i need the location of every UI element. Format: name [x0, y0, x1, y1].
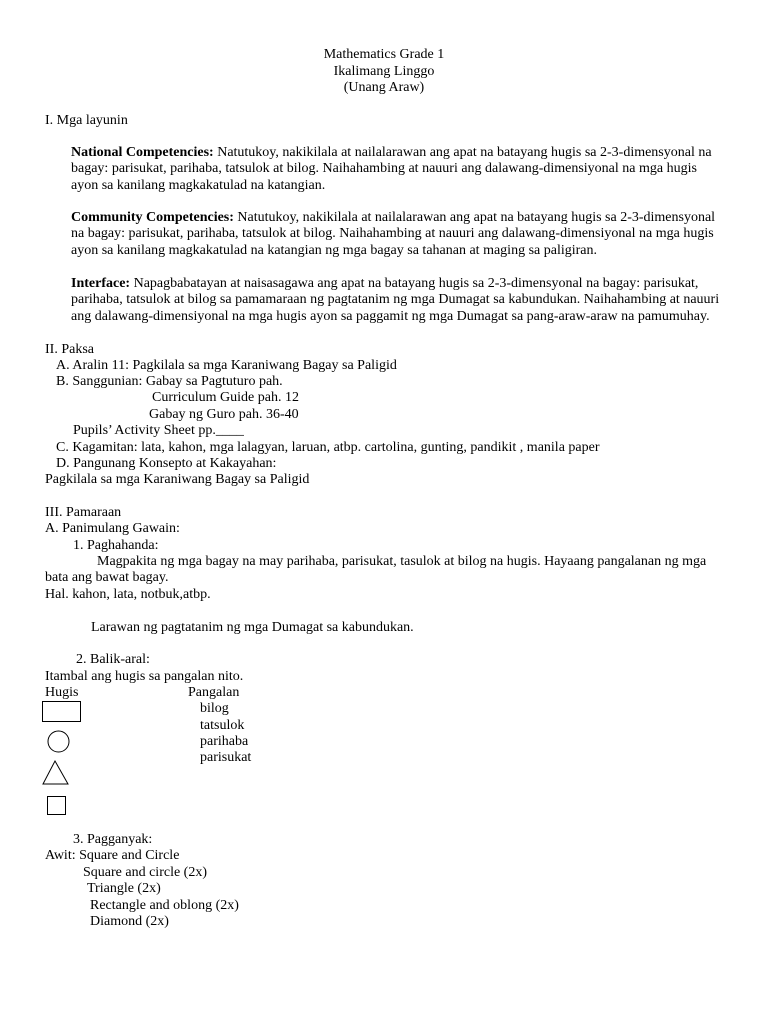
- interface-text: Napagbabatayan at naisasagawa ang apat na batayang hugis sa 2-3-dimensyonal na bagay: parisukat, parihaba, tatsulok at bilog sa pamamaraan ng pagtatanim ng mga Dumagat sa kabundukan. Naihahambing at nauuri ang dalawang-dimensiyonal na mga hugis ayon sa paggamit ng mga Dumagat sa pang-araw-araw na pamumuhay.: [71, 276, 720, 324]
- paksa-d: D. Pangunang Konsepto at Kakayahan:: [56, 456, 277, 471]
- triangle-shape: [41, 759, 71, 787]
- picture-note: Larawan ng pagtatanim ng mga Dumagat sa kabundukan.: [91, 620, 414, 635]
- interface-label: Interface:: [71, 276, 131, 291]
- paghahanda-text-2: bata ang bawat bagay.: [45, 570, 169, 585]
- doc-week: Ikalimang Linggo: [333, 64, 435, 79]
- name-bilog: bilog: [200, 701, 229, 716]
- balik-aral-instruction: Itambal ang hugis sa pangalan nito.: [45, 669, 244, 684]
- paksa-b: B. Sanggunian: Gabay sa Pagtuturo pah.: [56, 374, 283, 389]
- paksa-b-curriculum: Curriculum Guide pah. 12: [152, 390, 299, 405]
- paghahanda-text-1: Magpakita ng mga bagay na may parihaba, parisukat, tasulok at bilog na hugis. Hayaang pangalanan ng mga: [97, 554, 707, 569]
- pamaraan-heading: III. Pamaraan: [45, 505, 122, 520]
- paksa-d-text: Pagkilala sa mga Karaniwang Bagay sa Paligid: [45, 472, 310, 487]
- song-title: Awit: Square and Circle: [45, 848, 180, 863]
- step-paghahanda: 1. Paghahanda:: [73, 538, 159, 553]
- pamaraan-a: A. Panimulang Gawain:: [45, 521, 180, 536]
- paksa-a: A. Aralin 11: Pagkilala sa mga Karaniwang Bagay sa Paligid: [56, 358, 397, 373]
- circle-shape: [46, 729, 72, 755]
- column-hugis: Hugis: [45, 685, 79, 700]
- rectangle-shape: [41, 700, 83, 724]
- song-line-4: Diamond (2x): [90, 914, 169, 929]
- paksa-c: C. Kagamitan: lata, kahon, mga lalagyan, laruan, atbp. cartolina, gunting, pandikit , manila paper: [56, 440, 600, 455]
- doc-title: Mathematics Grade 1: [323, 47, 445, 62]
- song-line-2: Triangle (2x): [87, 881, 161, 896]
- national-competencies: [71, 145, 726, 194]
- step-balik-aral: 2. Balik-aral:: [76, 652, 150, 667]
- objectives-heading: I. Mga layunin: [45, 113, 128, 128]
- paksa-b-gabay: Gabay ng Guro pah. 36-40: [149, 407, 299, 422]
- song-line-3: Rectangle and oblong (2x): [90, 898, 239, 913]
- national-text: Natutukoy, nakikilala at nailalarawan ang apat na batayang hugis sa 2-3-dimensyonal na bagay: parisukat, parihaba, tatsulok at bilog. Naihahambing at nauuri ang dalawang-dimensiyonal na mga hugis ayon sa kanilang magkakatulad na katangian.: [71, 145, 712, 193]
- name-tatsulok: tatsulok: [200, 718, 245, 733]
- paksa-b-pupils: Pupils’ Activity Sheet pp.____: [73, 423, 244, 438]
- step-pagganyak: 3. Pagganyak:: [73, 832, 153, 847]
- name-parihaba: parihaba: [200, 734, 249, 749]
- name-parisukat: parisukat: [200, 750, 252, 765]
- community-label: Community Competencies:: [71, 210, 234, 225]
- paksa-heading: II. Paksa: [45, 342, 94, 357]
- song-line-1: Square and circle (2x): [83, 865, 207, 880]
- column-pangalan: Pangalan: [188, 685, 240, 700]
- doc-day: (Unang Araw): [343, 80, 425, 95]
- national-label: National Competencies:: [71, 145, 214, 160]
- community-competencies: [71, 210, 726, 259]
- paghahanda-example: Hal. kahon, lata, notbuk,atbp.: [45, 587, 211, 602]
- community-text: Natutukoy, nakikilala at nailalarawan ang apat na batayang hugis sa 2-3-dimensyonal na bagay: parisukat, parihaba, tatsulok at bilog. Naihahambing at nauuri ang dalawang-dimensiyonal na mga hugis ayon sa kanilang magkakatulad na katangian ng mga bagay sa tahanan at maging sa paligiran.: [71, 210, 716, 258]
- square-shape: [46, 795, 68, 817]
- interface-competencies: [71, 276, 726, 325]
